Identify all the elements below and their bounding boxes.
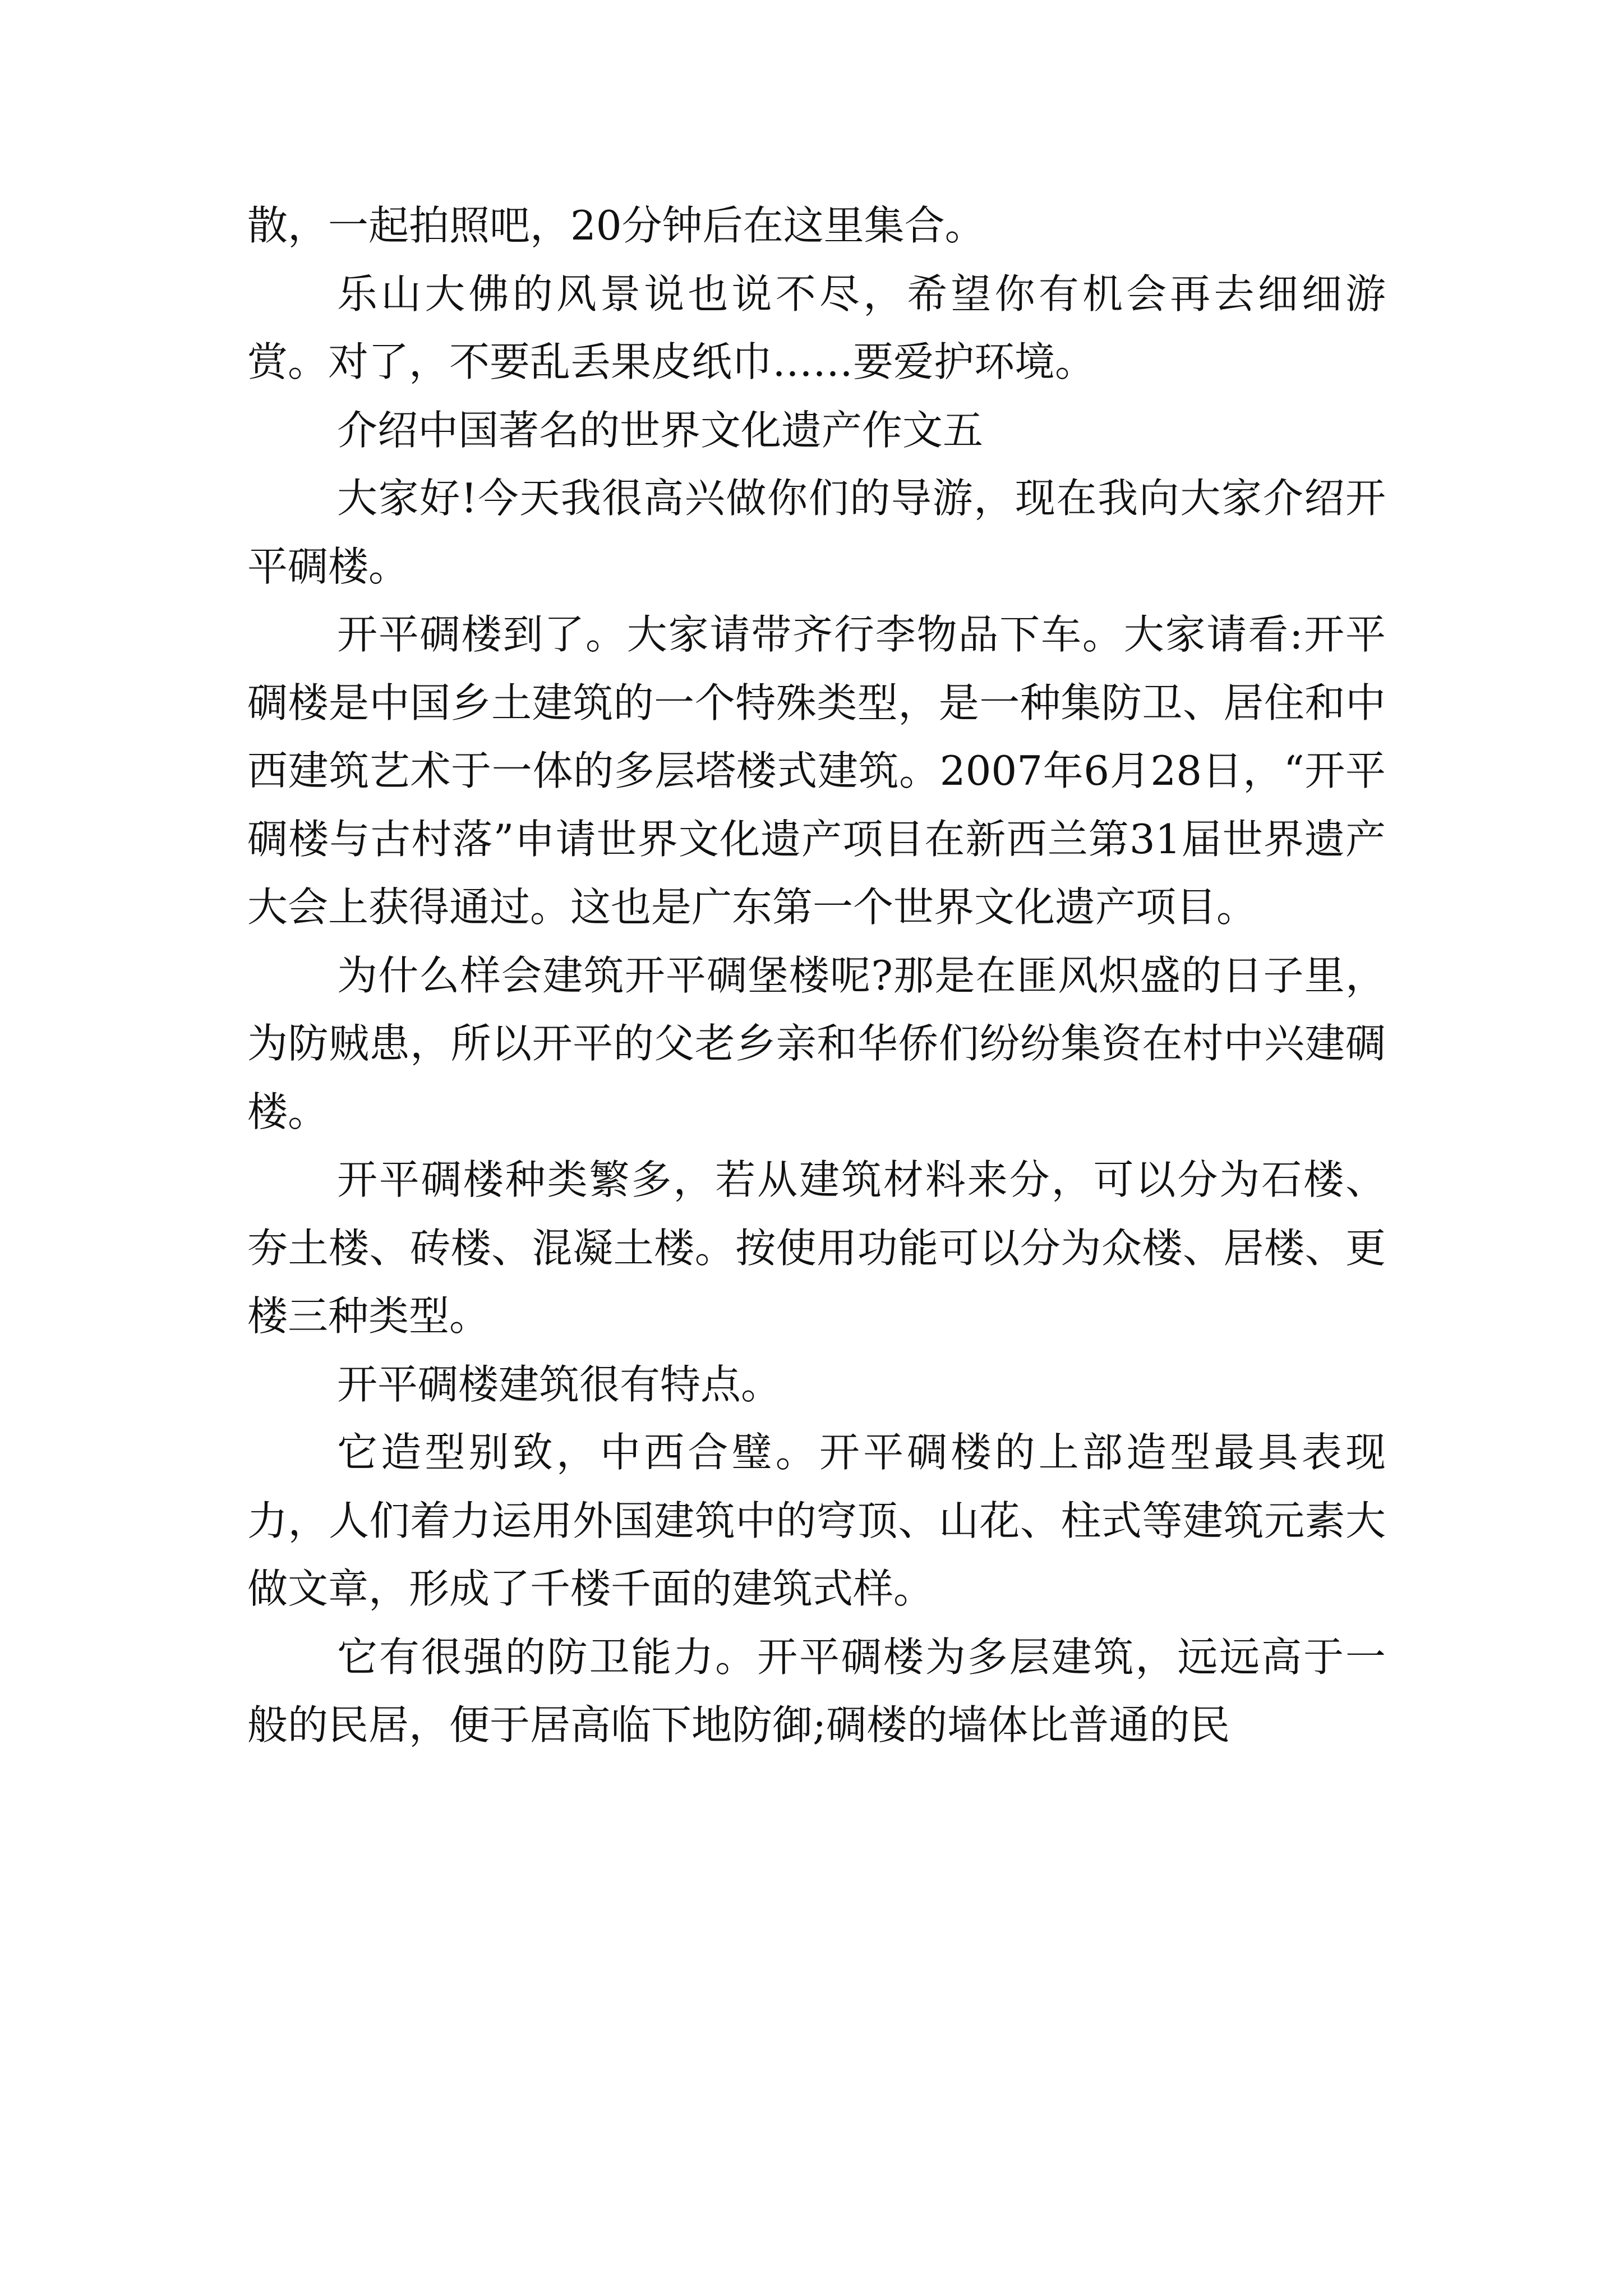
paragraph-leshan-buddha: 乐山大佛的风景说也说不尽，希望你有机会再去细细游赏。对了，不要乱丢果皮纸巾……要爱护环境。 <box>247 270 1386 385</box>
paragraph-kaiping-intro: 开平碉楼到了。大家请带齐行李物品下车。大家请看:开平碉楼是中国乡土建筑的一个特殊类型，是一种集防卫、居住和中西建筑艺术于一体的多层塔楼式建筑。2007年6月28日，“开平碉楼与古村落”申请世界文化遗产项目在新西兰第31届世界遗产大会上获得通过。这也是广东第一个世界文化遗产项目。 <box>247 611 1386 931</box>
section-heading: 介绍中国著名的世界文化遗产作文五 <box>337 406 984 454</box>
paragraph-defense: 它有很强的防卫能力。开平碉楼为多层建筑，远远高于一般的民居，便于居高临下地防御;碉楼的墙体比普通的民 <box>247 1633 1386 1749</box>
paragraph-style: 它造型别致，中西合璧。开平碉楼的上部造型最具表现力，人们着力运用外国建筑中的穹顶、山花、柱式等建筑元素大做文章，形成了千楼千面的建筑式样。 <box>247 1429 1386 1612</box>
paragraph-features: 开平碉楼建筑很有特点。 <box>337 1360 782 1408</box>
paragraph-greeting: 大家好!今天我很高兴做你们的导游，现在我向大家介绍开平碉楼。 <box>247 475 1386 590</box>
paragraph-types: 开平碉楼种类繁多，若从建筑材料来分，可以分为石楼、夯土楼、砖楼、混凝土楼。按使用功能可以分为众楼、居楼、更楼三种类型。 <box>247 1156 1386 1340</box>
paragraph-continuation: 散，一起拍照吧，20分钟后在这里集合。 <box>247 202 985 249</box>
document-body <box>247 192 1386 1760</box>
paragraph-why-built: 为什么样会建筑开平碉堡楼呢?那是在匪风炽盛的日子里，为防贼患，所以开平的父老乡亲和华侨们纷纷集资在村中兴建碉楼。 <box>247 951 1386 1135</box>
